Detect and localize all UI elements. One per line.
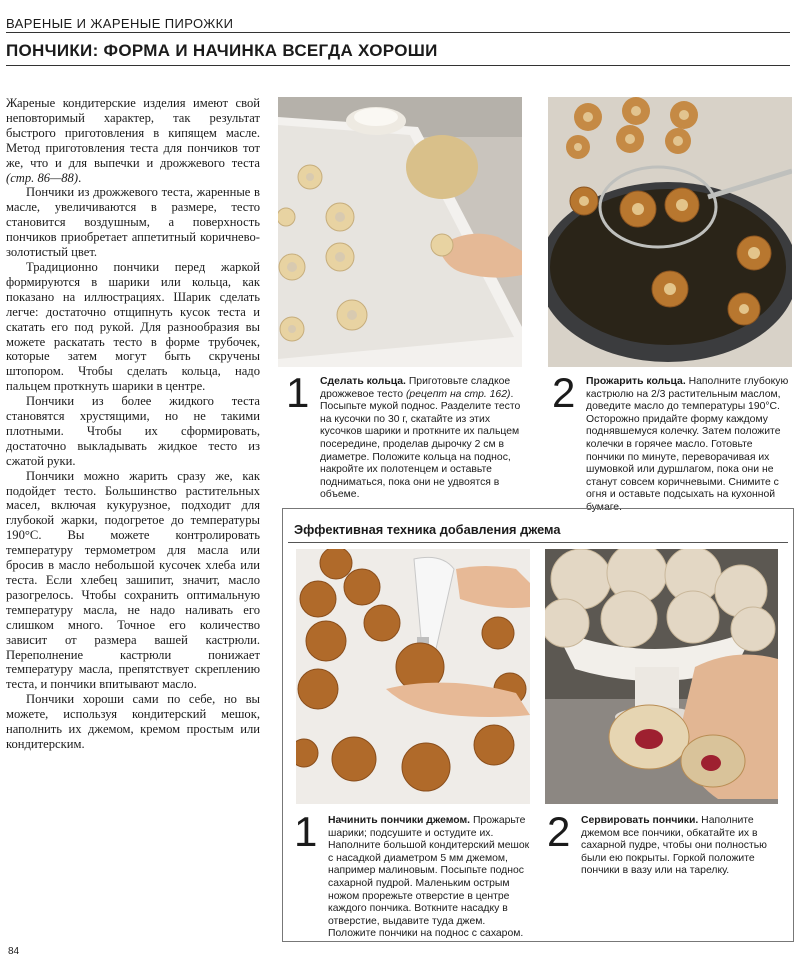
technique-title: Эффективная техника добавления джема <box>294 522 561 537</box>
step-1-make-rings: 1 Сделать кольца. Приготовьте сладкое дрожжевое тесто (рецепт на стр. 162). Посыпьте мукой поднос. Разделите тесто на кусочки по 30 г, скатайте из этих кусочков шарики и проткните их пальцем посередине, проделав дырочку 2 см в диаметре. Положите кольца на поднос, накройте их полотенцем и оставьте подниматься, пока они не удвоятся в объеме. <box>286 369 521 501</box>
header-rule <box>6 32 790 33</box>
step-number: 1 <box>294 808 318 855</box>
page-title: ПОНЧИКИ: ФОРМА И НАЧИНКА ВСЕГДА ХОРОШИ <box>6 41 438 60</box>
photo-shaping-rings <box>278 97 522 367</box>
paragraph-6: Пончики хороши сами по себе, но вы можете, используя кондитерский мешок, наполнить их джемом, кремом простым или кондитерским. <box>6 692 260 751</box>
paragraph-1: Жареные кондитерские изделия имеют свой неповторимый характер, так результат быстрого приготовления в кипящем масле. Метод приготовления теста для пончиков тот же, что и для выпечки и дрожжевого теста (стр. 86—88). <box>6 96 260 185</box>
technique-step-2-serve: 2 Сервировать пончики. Наполните джемом все пончики, обкатайте их в сахарной пудре, чтобы они полностью были ею покрыты. Горкой положите пончики в вазу или на тарелку. <box>547 808 767 877</box>
section-label: ВАРЕНЫЕ И ЖАРЕНЫЕ ПИРОЖКИ <box>6 16 234 31</box>
step-number: 2 <box>547 808 571 855</box>
page-reference: (стр. 86—88) <box>6 170 79 185</box>
photo-serving-donuts <box>545 549 778 804</box>
recipe-reference: (рецепт на стр. 162) <box>405 388 511 400</box>
paragraph-2: Пончики из дрожжевого теста, жаренные в масле, увеличиваются в размере, тесто становится воздушным, а поверхность пончиков приобретает аппетитный коричнево-золотистый цвет. <box>6 185 260 260</box>
step-title: Прожарить кольца. <box>586 376 686 387</box>
photo-frying-rings <box>548 97 792 367</box>
paragraph-4: Пончики из более жидкого теста становятся хрустящими, но не такими плотными. Чтобы их сформировать, достаточно выкладывать жидкое тесто из сжатой руки. <box>6 394 260 468</box>
step-number: 2 <box>552 369 576 416</box>
step-title: Сделать кольца. <box>320 376 406 387</box>
photo-filling-jam <box>296 549 530 804</box>
page-number: 84 <box>8 946 20 957</box>
title-rule <box>6 65 790 66</box>
paragraph-3: Традиционно пончики перед жаркой формируются в шарики или кольца, как показано на иллюстрациях. Шарик сделать легче: достаточно отщипнуть кусок теста и скатать его под рукой. Для разнообразия вы можете раскатать тесто в форме трубочек, которые затем могут быть скручены штопором. Чтобы сделать кольца, надо пальцем проткнуть шарики в центре. <box>6 259 260 394</box>
paragraph-5: Пончики можно жарить сразу же, как подойдет тесто. Большинство растительных масел, включая кукурузное, подходит для глубокой жарки, подогретое до температуры 190°С. Вы можете контролировать температуру термометром для масла или бросив в масло небольшой кусочек хлеба или теста. Если хлебец зашипит, значит, масло разогрелось. Чтобы сохранить оптимальную температуру масла, не надо наливать его слишком много. Точное его количество зависит от размера вашей кастрюли. Переполнение кастрюли понижает температуру масла, препятствует скреплению теста, и пончики впитывают масло. <box>6 468 260 692</box>
body-text <box>6 96 260 752</box>
step-2-fry-rings: 2 Прожарить кольца. Наполните глубокую кастрюлю на 2/3 растительным маслом, доведите масло до температуры 190°С. Осторожно придайте форму каждому поднявшемуся колечку. Затем положите колечки в горячее масло. Готовьте пончики по минуте, переворачивая их шумовкой или дуршлагом, пока они не станут совсем коричневыми. Снимите с огня и оставьте подсыхать на кухонной бумаге. <box>552 369 789 513</box>
technique-step-1-fill: 1 Начинить пончики джемом. Прожарьте шарики; подсушите и остудите их. Наполните большой кондитерский мешок с насадкой диаметром 5 мм джемом, например малиновым. Посыпьте поднос сахарной пудрой. Маленьким острым ножом прорежьте отверстие в центре каждого пончика. Воткните насадку в отверстие, выдавите туда джем. Положите пончики на поднос с сахаром. <box>294 808 530 940</box>
technique-rule <box>288 542 788 543</box>
step-number: 1 <box>286 369 310 416</box>
step-title: Сервировать пончики. <box>581 815 699 826</box>
step-title: Начинить пончики джемом. <box>328 815 471 826</box>
